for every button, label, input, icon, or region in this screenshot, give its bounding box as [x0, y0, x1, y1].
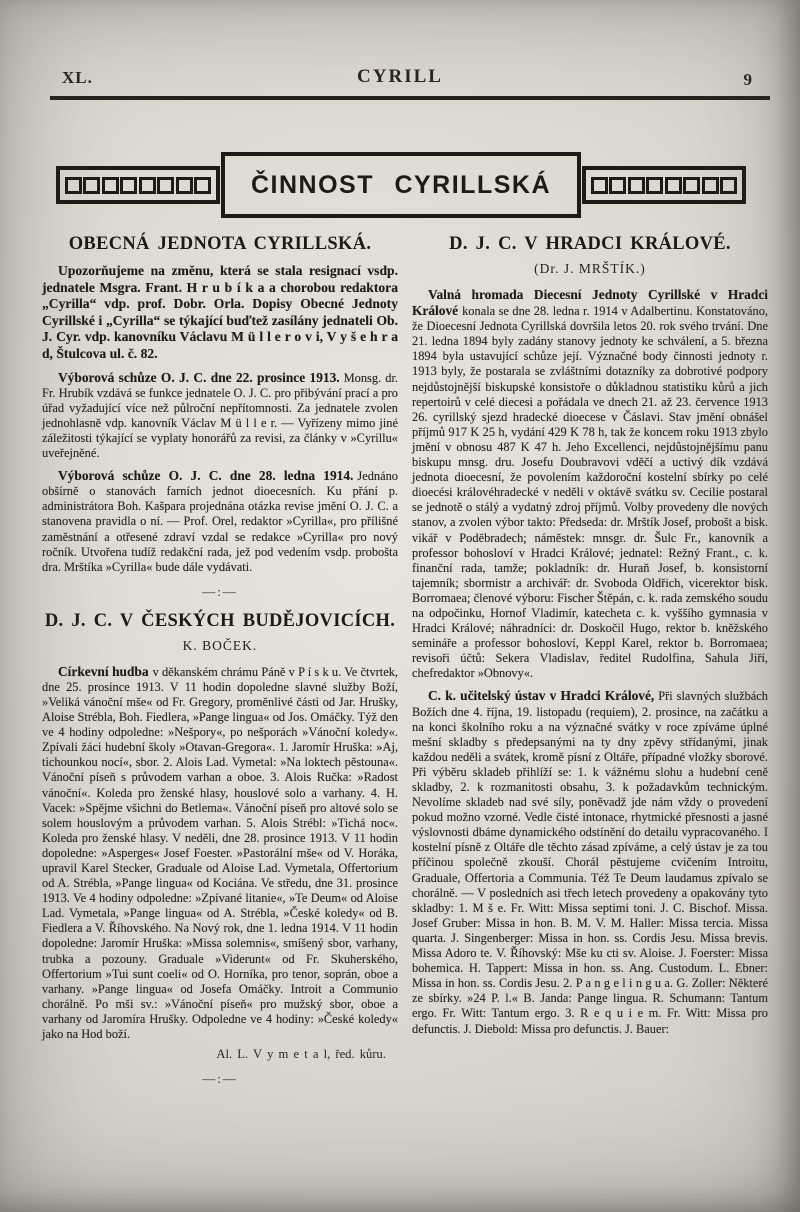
section-divider: —:—: [202, 583, 238, 599]
ornament-strip-left: [56, 166, 220, 204]
paragraph-text: Monsg. dr. Fr. Hrubík vzdává se funkce jednatele O. J. C. pro přibývání prací a pro úřad vyžadující více než půlroční nepřítomnosti. Za jednatele zvolen jednohlasně vdp. kanovník Václav M ü l l e r. — Vyřízeny mimo jiné záležitosti týkající se vyplaty honorářů za revisi, za články v »Cyrillu« uveřejněné.: [42, 370, 398, 461]
ornament-square: [683, 177, 700, 194]
church-music-paragraph: [42, 664, 398, 1042]
ornament-square: [102, 177, 119, 194]
ornament-square: [194, 177, 211, 194]
paragraph-text: konala se dne 28. ledna r. 1914 v Adalbertinu. Konstatováno, že Dioecesní Jednota Cyrillská dovršila letos 20. rok svého trvání. Dne 21. ledna 1894 byly zadány stanovy jednoty ke schválení, a 5. března 1894 byla ustavující schůze její. Význačné body činnosti jednoty r. 1913 byly, že postarala se zvláštními dotazníky za dobrotivé podpory nejdůstojnější biskupské konsistoře o důkladnou statistiku kůrů a jich repertoirů v celé diecesi a pořádala ve dnech 21. až 23. července 1913 26. cyrillský sjezd hradecké dioecese v Čáslavi. Stav jmění obnášel příjmů 917 K 25 h, vydání 429 K 78 h, tak že koncem roku 1913 zbylo jmění v obnosu 487 K 47 h. Jeho Excellenci, nejdůstojnějšímu panu biskupu mnsg. dru. Josefu Doubravovi vděčí a uctivý dík vzdává jednota dioecesní, že povolením každoroční kostelní sbírky po celé dioecési královéhradecké v neděli v oktávě svátku sv. Cecilie postaral se jednotě o stálý a vydatný zdroj příjmů. Volby provedeny dle nových stanov, a zvolen výbor takto: Předseda: dr. Mrštík Josef, probošt a bisk. vikář v Poděbradech; náměstek: mnsgr. dr. Šulc Fr., kanovník a professor bohosloví v Hradci Králové; jednatel: Režný Frant., c. k. finanční rada, tamže; pokladník: dr. Huraň Josef, b. konsistorní tajemník; sbormistr a archivář: dr. Svoboda Oldřich, vicerektor bisk. Borromaea; členové výboru: Fischer Štěpán, c. k. rada zemského soudu na odpočinku, Hornof Vladimír, katecheta c. k. vyššího gymnasia v Hradci Králové; náhradníci: dr. Doskočil Hugo, rektor b. kněžského semináře a professor bohosloví, Keppl Karel, rektor b. Borromaea; revisoři účtů: Sekera Vladislav, ředitel Rudolfina, Sahula Jiří, chefredaktor »Obnovy«.: [412, 304, 768, 681]
right-column: [412, 234, 768, 1098]
meeting-report-paragraph: [42, 370, 398, 462]
section-heading-obecna-jednota: OBECNÁ JEDNOTA CYRILLSKÁ.: [68, 234, 372, 254]
paragraph-text: v děkanském chrámu Páně v P í s k u. Ve čtvrtek, dne 25. prosince 1913. V 11 hodin dopoledne slavné služby Boží, »Veliká vánoční mše« od Fr. Gregory, proměnlivé části od Jar. Hrušky, Aloise Strébla, Boh. Fiedlera, »Pange lingua« od Jos. Omáčky. Týž den ve 4 hodiny odpoledne: »Nešpory«, po nešporách »Vánoční koledy«. Zpívali žáci hudební školy »Otavan-Gregora«. 1. Jaromír Hruška: »Aj, tichounkou nocí«, sbor. 2. Alois Lad. Vymetal: »Na loktech pěstouna«. Vánoční píseň s průvodem varhan a oboe. 3. Alois Ručka: »Radost vánoční«. Koleda pro ženské hlasy, houslové solo a varhany. 4. H. Vacek: »Spějme všichni do Betlema«. Vánoční píseň pro altové solo se solem houslovým a průvodem varhan. 5. Alois Strébl: »Tichá noc«. Koleda pro ženské hlasy. V neděli, dne 28. prosince 1913. V 11 hodin dopoledne: »Asperges« Josef Foester. »Pastorální mše« od V. Horáka, upravil Karel Stecker, Graduale od Aloise Lad. Vymetala, Offertorium od A. Strébla, »Pange lingua« od Kociána. Ve středu, dne 31. prosince 1913. Ve 4 hodiny odpoledne: »Zpívané litanie«, »Te Deum« od Aloise Lad. Vymetala, »Pange lingua« od A. Strébla, »České koledy« od B. Fiedlera a V. Říhovského. Na Nový rok, dne 1. ledna 1914. V 11 hodin dopoledne: Jaromír Hruška: »Missa solemnis«, smíšený sbor, varhany, trubka a pozouny. Graduale »Viderunt« od Fr. Skuherského, Offertorium »Tui sunt coeli« od O. Horníka, pro tenor, soprán, oboe a varhany. »Pange lingua« od Josefa Omáčky. Introit a Communio chorálně. Po mši sv.: »Vánoční píseň« pro mužský sbor, oboe a varhany od Jaromíra Hrušky. Odpoledne ve 4 hodiny: »České koledy« jako na Hod boží.: [42, 664, 398, 1042]
ornament-square: [83, 177, 100, 194]
text-columns: [0, 218, 800, 1098]
ornament-square: [591, 177, 608, 194]
section-divider: —:—: [202, 1071, 238, 1087]
banner-title: ČINNOST CYRILLSKÁ: [251, 171, 551, 199]
meeting-report-paragraph: [42, 468, 398, 575]
ornament-square: [120, 177, 137, 194]
journal-title: CYRILL: [357, 66, 443, 87]
left-column: [42, 234, 398, 1098]
paragraph-text: Při slavných službách Božích dne 4. října, 19. listopadu (requiem), 2. prosince, na začátku a na konci školního roku a na význačné svátky v roce zpíváme úplné mešní skladby s předepsanými na ty dny zpěvy střídanými, jinak každou neděli a svátek, kromě písní z Oltáře, případné vložky sborové. Při výběru skladeb přihlíží se: 1. k vážnému slohu a hudební ceně skladby, 2. k rozmanitosti obsahu, 3. k požadavkům technickým. Nevolíme skladeb nad své síly, poněvadž jde nám vždy o provedení pokud možno vzorné. Vedle čisté intonace, rhytmické přesnosti a jasné výslovnosti dbáme dynamického odstínění do detailu vypracovaného. I kostelní písně z Oltáře dle těchto zásad zpíváme, a celý ústav je za tou příčinou společně zkouší. Chorál pěstujeme cvičením Introitu, Graduale, Offertoria a Communia. Též Te Deum laudamus zpívalo se chorálně. — V posledních asi třech letech provedeny a opakovány tyto skladby: 1. M š e. Fr. Witt: Missa septimi toni. J. C. Bischof. Missa. Josef Gruber: Missa in hon. B. M. V. M. Haller: Missa tercia. Missa quarta. J. Singenberger: Missa in hon. ss. Cordis Jesu. Missa brevis. Missa Adoro te. V. Říhovský: Mše ku cti sv. Aloise. J. Foerster: Missa bohemica. H. Tappert: Missa in hon. ss. Ang. Custodum. L. Ebner: Missa in hon. ss. Cordis Jesu. 2. P a n g e l i n g u a. G. Zoller: Některé ze sbírky. »24 P. l.« B. Janda: Pange lingua. R. Schumann: Tantum ergo. Fr. Witt: Tantum ergo. 3. R e q u i e m. Fr. Witt: Missa pro defunctis. J. Diebold: Missa pro defunctis. J. Bauer:: [412, 689, 768, 1036]
paragraph-lead: Valná hromada Diecesní Jednoty Cyrillské v Hradci Králové: [412, 287, 768, 319]
teachers-institute-paragraph: [412, 688, 768, 1036]
paragraph-text: Jednáno obšírně o stanovách farních jednot dioecesních. Ku přání p. administrátora Boh. Kašpara projednána otázka revise jmění O. J. C. a stanovena pravidla o ní. — Prof. Orel, redaktor »Cyrilla«, pro přílišné zaměstnání a otřesené zdraví vzdal se redakce »Cyrilla« pro nový ročník. Utvořena tudíž redakční rada, jež pod vedením vsdp. probošta dra. Mrštíka »Cyrilla« bude dále vydávati.: [42, 469, 398, 574]
paragraph-lead: Církevní hudba: [58, 663, 149, 679]
ornament-square: [702, 177, 719, 194]
ornament-square: [176, 177, 193, 194]
notice-paragraph: Upozorňujeme na změnu, která se stala resignací vsdp. jednatele Msgra. Frant. H r u b í k a a chorobou redaktora „Cyrilla“ vdp. prof. Dobr. Orla. Dopisy Obecné Jednoty Cyrillské i „Cyrilla“ se týkající buďtež zasílány jednateli Ob. J. Cyr. vdp. kanovníku Václavu M ü l l e r o v i, V y š e h r a d, Štulcova ul. č. 82.: [42, 263, 398, 361]
ornament-square: [65, 177, 82, 194]
signature-line: Al. L. V y m e t a l, řed. kůru.: [216, 1047, 386, 1062]
paragraph-lead: C. k. učitelský ústav v Hradci Králové,: [428, 688, 655, 704]
paragraph-lead: Výborová schůze O. J. C. dne 22. prosince 1913.: [58, 369, 340, 385]
volume-number: XL.: [62, 68, 93, 87]
banner-box: [221, 152, 581, 218]
masthead: [0, 0, 800, 94]
section-heading-ceske-budejovice: D. J. C. V ČESKÝCH BUDĚJOVICÍCH.: [44, 610, 396, 631]
section-heading-hradec-kralove: D. J. C. V HRADCI KRÁLOVÉ.: [449, 234, 731, 254]
assembly-report-paragraph: [412, 287, 768, 681]
ornament-square: [665, 177, 682, 194]
author-byline: K. BOČEK.: [182, 637, 258, 653]
paragraph-lead: Výborová schůze O. J. C. dne 28. ledna 1914.: [58, 468, 354, 484]
ornament-square: [720, 177, 737, 194]
ornament-square: [157, 177, 174, 194]
ornament-square: [628, 177, 645, 194]
page-number: 9: [743, 70, 752, 89]
ornament-square: [609, 177, 626, 194]
section-banner: [56, 152, 746, 218]
header-rule: [50, 96, 770, 100]
ornament-square: [139, 177, 156, 194]
author-byline: (Dr. J. MRŠTÍK.): [534, 261, 646, 276]
ornament-square: [646, 177, 663, 194]
ornament-strip-right: [582, 166, 746, 204]
